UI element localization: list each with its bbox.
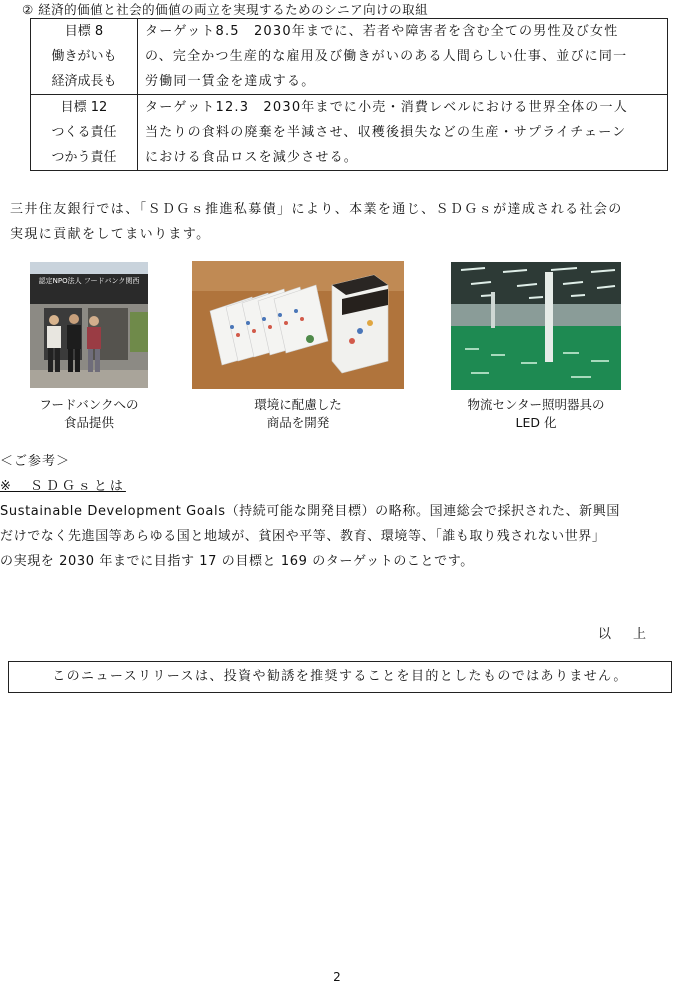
reference-line: Sustainable Development Goals（持続可能な開発目標）の略称。国連総会で採択された、新興国 <box>0 504 620 519</box>
goal-line: つかう責任 <box>51 150 117 165</box>
intro-line: 実現に貢献をしてまいります。 <box>10 227 211 242</box>
goal-line: 目標 8 <box>64 24 104 39</box>
goal-line: 目標 12 <box>60 100 108 115</box>
goal-line: つくる責任 <box>51 125 117 140</box>
eco-product-photo <box>192 261 404 389</box>
reference-title: ※ ＳＤＧｓとは <box>0 479 126 494</box>
target-line: ターゲット12.3 2030年までに小売・消費レベルにおける世界全体の一人 <box>145 100 628 115</box>
target-line: 当たりの食料の廃棄を半減させ、収穫後損失などの生産・サプライチェーン <box>145 125 627 140</box>
page-number: 2 <box>333 970 341 984</box>
closing-text: 以上 <box>597 627 668 642</box>
photo-caption <box>218 396 378 432</box>
reference-label: ＜ご参考＞ <box>0 454 71 469</box>
caption-line: 食品提供 <box>63 415 114 430</box>
section-heading: ② 経済的価値と社会的価値の両立を実現するためのシニア向けの取組 <box>22 2 429 17</box>
target-line: における食品ロスを減少させる。 <box>145 150 359 165</box>
caption-line: フードバンクへの <box>39 397 139 412</box>
target-line: の、完全かつ生産的な雇用及び働きがいのある人間らしい仕事、並びに同一 <box>145 49 628 64</box>
goal-line: 経済成長も <box>51 74 117 89</box>
intro-paragraph <box>10 197 670 247</box>
warehouse-led-photo-image <box>451 262 621 390</box>
caption-line: LED 化 <box>515 415 557 430</box>
caption-line: 物流センター照明器具の <box>467 397 605 412</box>
food-bank-photo <box>30 262 148 388</box>
target-line: 労働同一賃金を達成する。 <box>145 74 316 89</box>
caption-line: 商品を開発 <box>266 415 330 430</box>
intro-line: 三井住友銀行では、「ＳＤＧｓ推進私募債」により、本業を通じ、ＳＤＧｓが達成される社会の <box>10 202 623 217</box>
goals-table <box>30 18 668 171</box>
goal-cell <box>31 95 138 171</box>
warehouse-led-photo <box>451 262 621 390</box>
reference-line: だけでなく先進国等あらゆる国と地域が、貧困や平等、教育、環境等、「誰も取り残されない世界」 <box>0 529 606 544</box>
reference-line: の実現を 2030 年までに目指す 17 の目標と 169 のターゲットのことです。 <box>0 554 474 569</box>
target-cell <box>138 19 668 95</box>
goal-cell <box>31 19 138 95</box>
photo-caption <box>19 396 159 432</box>
reference-body <box>0 499 668 574</box>
target-cell <box>138 95 668 171</box>
disclaimer-box <box>8 661 672 693</box>
photo-caption <box>446 396 626 432</box>
goal-row <box>31 19 668 95</box>
eco-product-photo-image <box>192 261 404 389</box>
food-bank-sign: 認定NPO法人 フードバンク関西 <box>38 277 140 285</box>
target-line: ターゲット8.5 2030年までに、若者や障害者を含む全ての男性及び女性 <box>145 24 619 39</box>
goal-line: 働きがいも <box>51 49 117 64</box>
goal-row <box>31 95 668 171</box>
disclaimer-text: このニュースリリースは、投資や勧誘を推奨することを目的としたものではありません。 <box>52 669 628 684</box>
caption-line: 環境に配慮した <box>254 397 342 412</box>
